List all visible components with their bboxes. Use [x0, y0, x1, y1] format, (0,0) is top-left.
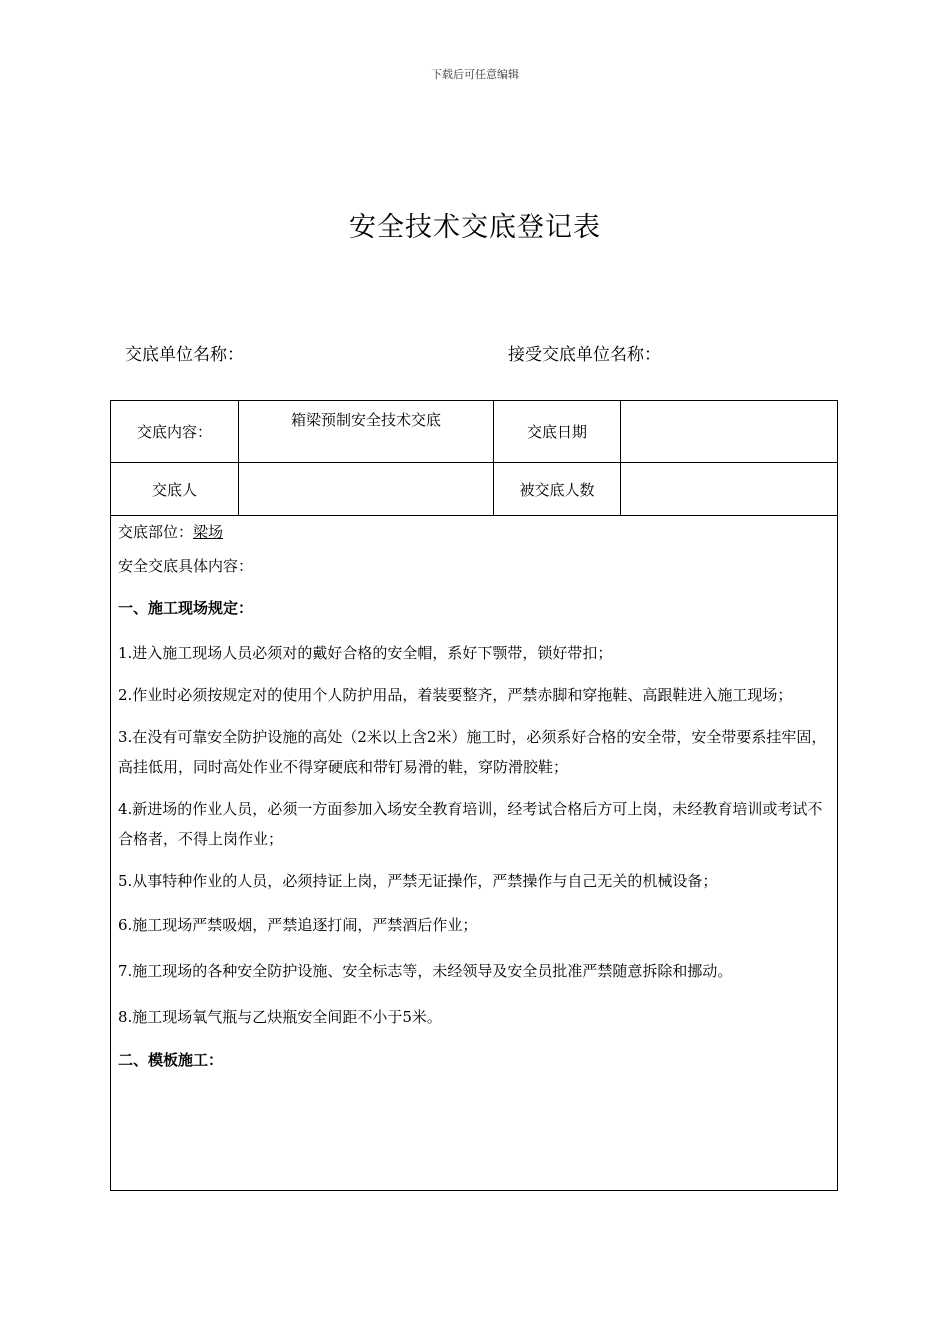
date-label: 交底日期	[494, 401, 621, 463]
rule-item-5: 5.从事特种作业的人员，必须持证上岗，严禁无证操作，严禁操作与自己无关的机械设备；	[118, 872, 718, 890]
table-row	[111, 401, 838, 463]
date-value	[621, 401, 838, 463]
content-cell	[111, 516, 838, 1191]
rule-item-6: 6.施工现场严禁吸烟，严禁追逐打闹，严禁酒后作业；	[118, 916, 478, 934]
rule-item-4: 4.新进场的作业人员，必须一方面参加入场安全教育培训，经考试合格后方可上岗，未经教育培训或考试不合格者，不得上岗作业；	[118, 800, 823, 848]
header-note: 下载后可任意编辑	[431, 68, 519, 81]
specific-content-label: 安全交底具体内容：	[118, 557, 254, 575]
count-value	[621, 463, 838, 516]
page-title: 安全技术交底登记表	[349, 212, 601, 243]
content-label: 交底内容：	[111, 401, 239, 463]
location-line	[118, 520, 831, 544]
rule-item-8: 8.施工现场氧气瓶与乙炔瓶安全间距不小于5米。	[118, 1008, 442, 1026]
rule-item-2: 2.作业时必须按规定对的使用个人防护用品，着装要整齐，严禁赤脚和穿拖鞋、高跟鞋进入施工现场；	[118, 686, 793, 704]
person-value	[239, 463, 494, 516]
section2-title: 二、模板施工：	[118, 1051, 224, 1069]
rule-item-1: 1.进入施工现场人员必须对的戴好合格的安全帽，系好下颚带，锁好带扣；	[118, 644, 613, 662]
content-value: 箱梁预制安全技术交底	[239, 401, 494, 463]
section1-title: 一、施工现场规定：	[118, 599, 254, 617]
receiver-unit-label: 接受交底单位名称：	[508, 345, 661, 365]
registration-table	[110, 400, 838, 1191]
table-row	[111, 516, 838, 1191]
giver-unit-label: 交底单位名称：	[125, 345, 244, 365]
location-label: 交底部位：	[118, 523, 194, 541]
count-label: 被交底人数	[494, 463, 621, 516]
rule-item-3: 3.在没有可靠安全防护设施的高处（2米以上含2米）施工时，必须系好合格的安全带，安全带要系挂牢固，高挂低用，同时高处作业不得穿硬底和带钉易滑的鞋，穿防滑胶鞋；	[118, 728, 827, 776]
location-value: 梁场	[193, 523, 224, 541]
person-label: 交底人	[111, 463, 239, 516]
table-row	[111, 463, 838, 516]
rule-item-7: 7.施工现场的各种安全防护设施、安全标志等，未经领导及安全员批准严禁随意拆除和挪动。	[118, 962, 733, 980]
